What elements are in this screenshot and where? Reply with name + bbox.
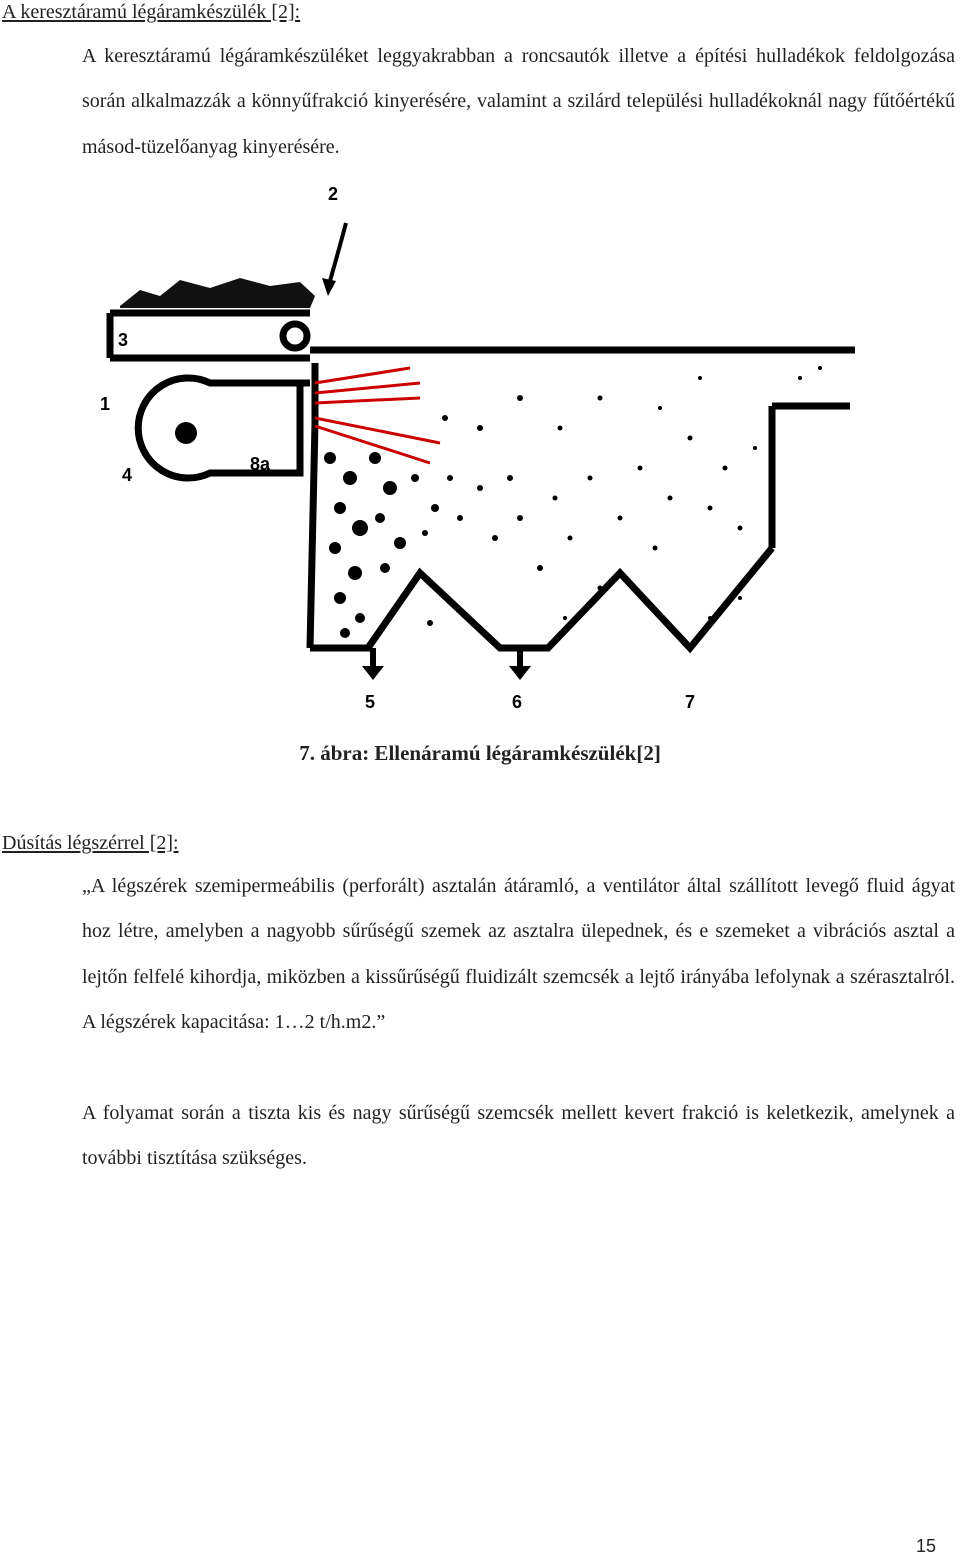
figure-caption: 7. ábra: Ellenáramú légáramkészülék[2]: [299, 741, 661, 765]
paragraph-cross-flow: A keresztáramú légáramkészüléket leggyakrabban a roncsautók illetve a építési hulladékok feldolgozása során alkalmazzák a könnyűfrakció kinyerésére, valamint a szilárd települési hulladékoknál nagy fűtőértékű másod-tüzelőanyag kinyerésére.: [82, 45, 955, 158]
figure-label-6: 6: [512, 692, 523, 712]
figure-label-3: 3: [118, 330, 129, 350]
paragraph-air-table-process: A folyamat során a tiszta kis és nagy sűrűségű szemcsék mellett kevert frakció is keletkezik, amelynek a további tisztítása szükséges.: [82, 1102, 955, 1170]
figure-label-8a: 8a: [250, 454, 271, 474]
figure-label-5: 5: [365, 692, 376, 712]
feed-arrow: [328, 223, 346, 288]
section-heading-air-table: Dúsítás légszérrel [2]:: [2, 832, 179, 854]
figure-label-2: 2: [328, 184, 339, 204]
chamber-walls: [310, 350, 855, 648]
figure-label-7: 7: [685, 692, 696, 712]
paragraph-air-table-quote: „A légszérek szemipermeábilis (perforált) asztalán átáramló, a ventilátor által szállított levegő fluid ágyat hoz létre, amelyben a nagyobb sűrűségű szemek az asztalra ülepednek, és e szemeket a vibrációs asztal a lejtőn felfelé kihordja, miközben a kissűrűségű fluidizált szemcsék a lejtő irányába lefolynak a szérasztalról. A légszérek kapacitása: 1…2 t/h.m2.”: [82, 875, 955, 1033]
particles: [324, 366, 822, 638]
outlet-arrows: [362, 648, 531, 680]
page-number: 15: [915, 1536, 936, 1556]
section-heading-cross-flow: A keresztáramú légáramkészülék [2]:: [2, 1, 301, 23]
figure-label-4: 4: [122, 465, 133, 485]
figure-label-1: 1: [100, 394, 111, 414]
air-jets: [315, 368, 440, 463]
conveyor-belt: [110, 313, 310, 358]
belt-material: [120, 278, 315, 308]
fan-housing: [138, 378, 310, 478]
separator-diagram: [100, 178, 870, 720]
fan-hub: [175, 422, 197, 444]
